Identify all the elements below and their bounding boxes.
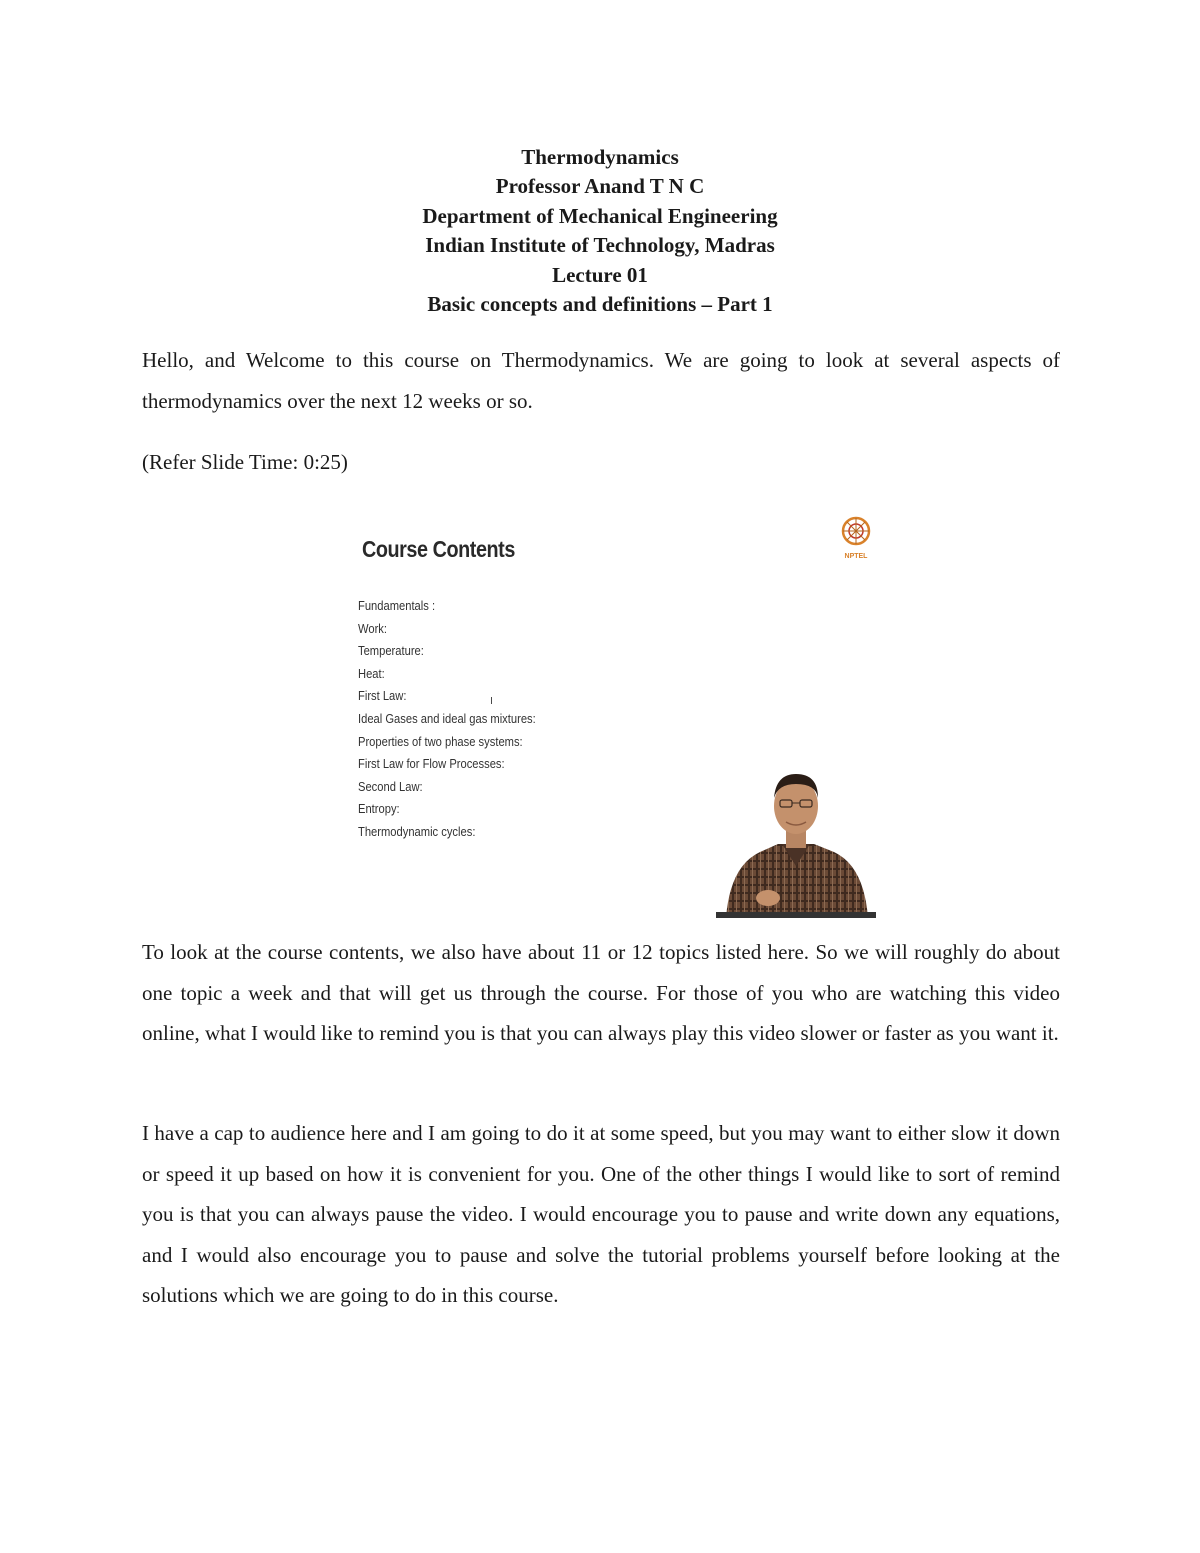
professor-name: Professor Anand T N C — [495, 174, 705, 199]
department-name: Department of Mechanical Engineering — [422, 203, 778, 228]
slide-title: Course Contents — [362, 536, 515, 562]
text-cursor-icon: I — [490, 696, 493, 707]
course-contents-list — [358, 595, 536, 844]
slide-time-reference: (Refer Slide Time: 0:25) — [142, 450, 348, 474]
intro-paragraph: Hello, and Welcome to this course on Thermodynamics. We are going to look at several aspects of thermodynamics over the next 12 weeks or so. — [142, 348, 1060, 413]
lecture-slide-image — [340, 500, 880, 918]
list-item: First Law: — [358, 688, 407, 704]
list-item: Second Law: — [358, 778, 423, 794]
list-item: Work: — [358, 620, 387, 636]
list-item: Temperature: — [358, 643, 424, 659]
pause-video-paragraph: I have a cap to audience here and I am going to do it at some speed, but you may want to either slow it down or speed it up based on how it is convenient for you. One of the other things I would like to sort of remind you is that you can always pause the video. I would encourage you to pause and write down any equations, and I would also encourage you to pause and solve the tutorial problems yourself before looking at the solutions which we are going to do in this course. — [142, 1121, 1060, 1307]
list-item: Ideal Gases and ideal gas mixtures: — [358, 710, 536, 726]
lecture-topic: Basic concepts and definitions – Part 1 — [427, 292, 773, 317]
lecture-number: Lecture 01 — [552, 262, 648, 287]
list-item: First Law for Flow Processes: — [358, 756, 505, 772]
list-item: Entropy: — [358, 801, 400, 817]
presenter-image — [716, 748, 876, 918]
nptel-logo-text: NPTEL — [844, 553, 868, 560]
list-item: Fundamentals : — [358, 598, 436, 613]
course-contents-paragraph: To look at the course contents, we also have about 11 or 12 topics listed here. So we will roughly do about one topic a week and that will get us through the course. For those of you who are watching this video online, what I would like to remind you is that you can always play this video slower or faster as you want it. — [142, 940, 1060, 1045]
institute-name: Indian Institute of Technology, Madras — [425, 233, 775, 258]
document-header — [0, 143, 1200, 319]
nptel-logo-icon — [836, 508, 876, 562]
list-item: Properties of two phase systems: — [358, 733, 523, 749]
course-title: Thermodynamics — [521, 145, 679, 169]
list-item: Heat: — [358, 665, 385, 681]
list-item: Thermodynamic cycles: — [358, 823, 476, 839]
